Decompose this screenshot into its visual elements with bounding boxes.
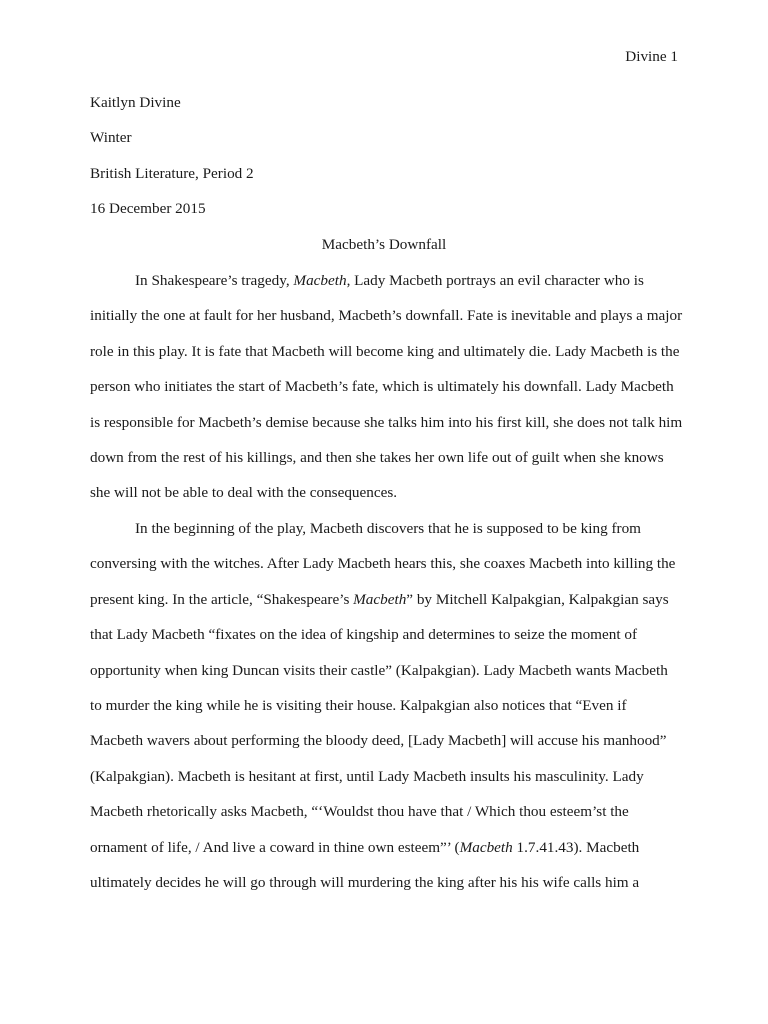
course-name: British Literature, Period 2: [90, 164, 254, 182]
text-run: ornament of life, / And live a coward in thine own esteem”’ (: [90, 838, 460, 856]
text-run: initially the one at fault for her husband, Macbeth’s downfall. Fate is inevitable and plays a major: [90, 307, 683, 325]
text-line: [90, 731, 690, 766]
paragraph-1: [90, 271, 690, 519]
text-run: is responsible for Macbeth’s demise because she talks him into his first kill, she does not talk him: [90, 413, 683, 431]
text-run: down from the rest of his killings, and then she takes her own life out of guilt when she knows: [90, 448, 664, 466]
text-run: person who initiates the start of Macbeth’s fate, which is ultimately his downfall. Lady Macbeth: [90, 378, 674, 396]
text-line: [90, 448, 690, 483]
italic-title: Macbeth: [459, 838, 513, 856]
text-line: [90, 413, 690, 448]
text-run: to murder the king while he is visiting their house. Kalpakgian also notices that “Even if: [90, 696, 627, 714]
text-run: opportunity when king Duncan visits their castle” (Kalpakgian). Lady Macbeth wants Macbeth: [90, 661, 668, 679]
mla-heading: [90, 93, 680, 235]
text-line: [90, 696, 690, 731]
text-line: [90, 873, 690, 908]
text-run: In the beginning of the play, Macbeth discovers that he is supposed to be king from: [135, 520, 641, 537]
text-line: [90, 838, 690, 873]
text-run: conversing with the witches. After Lady Macbeth hears this, she coaxes Macbeth into killing the: [90, 555, 676, 573]
text-run: Macbeth rhetorically asks Macbeth, “‘Wouldst thou have that / Which thou esteem’st the: [90, 803, 629, 821]
text-run: (Kalpakgian). Macbeth is hesitant at first, until Lady Macbeth insults his masculinity. Lady: [90, 767, 644, 785]
date: 16 December 2015: [90, 200, 206, 218]
author-name: Kaitlyn Divine: [90, 94, 181, 111]
text-line: [90, 483, 690, 518]
text-line: [90, 519, 690, 554]
text-line: [90, 377, 690, 412]
text-line: [90, 625, 690, 660]
text-run: she will not be able to deal with the consequences.: [90, 484, 398, 502]
text-line: [90, 802, 690, 837]
text-line: [90, 342, 690, 377]
text-run: ” by Mitchell Kalpakgian, Kalpakgian says: [406, 590, 669, 608]
text-run: present king. In the article, “Shakespeare’s: [90, 590, 354, 608]
text-run: In Shakespeare’s tragedy,: [135, 272, 294, 289]
text-run: Macbeth wavers about performing the bloody deed, [Lady Macbeth] will accuse his manhood”: [90, 732, 667, 750]
italic-title: Macbeth: [353, 590, 407, 608]
text-line: [90, 590, 690, 625]
text-run: ultimately decides he will go through will murdering the king after his his wife calls him a: [90, 873, 640, 891]
instructor-name: Winter: [90, 129, 132, 147]
text-line: [90, 661, 690, 696]
text-run: that Lady Macbeth “fixates on the idea of kingship and determines to seize the moment of: [90, 626, 638, 644]
paragraph-2: [90, 519, 690, 908]
italic-title: Macbeth: [293, 272, 347, 289]
running-head: Divine 1: [625, 48, 678, 65]
text-line: [90, 767, 690, 802]
text-line: [90, 271, 690, 306]
text-line: [90, 306, 690, 341]
text-run: , Lady Macbeth portrays an evil character who is: [346, 272, 644, 289]
document-title: Macbeth’s Downfall: [321, 236, 447, 253]
text-run: 1.7.41.43). Macbeth: [512, 838, 640, 856]
text-run: role in this play. It is fate that Macbeth will become king and ultimately die. Lady Macbeth is the: [90, 342, 680, 360]
text-line: [90, 554, 690, 589]
